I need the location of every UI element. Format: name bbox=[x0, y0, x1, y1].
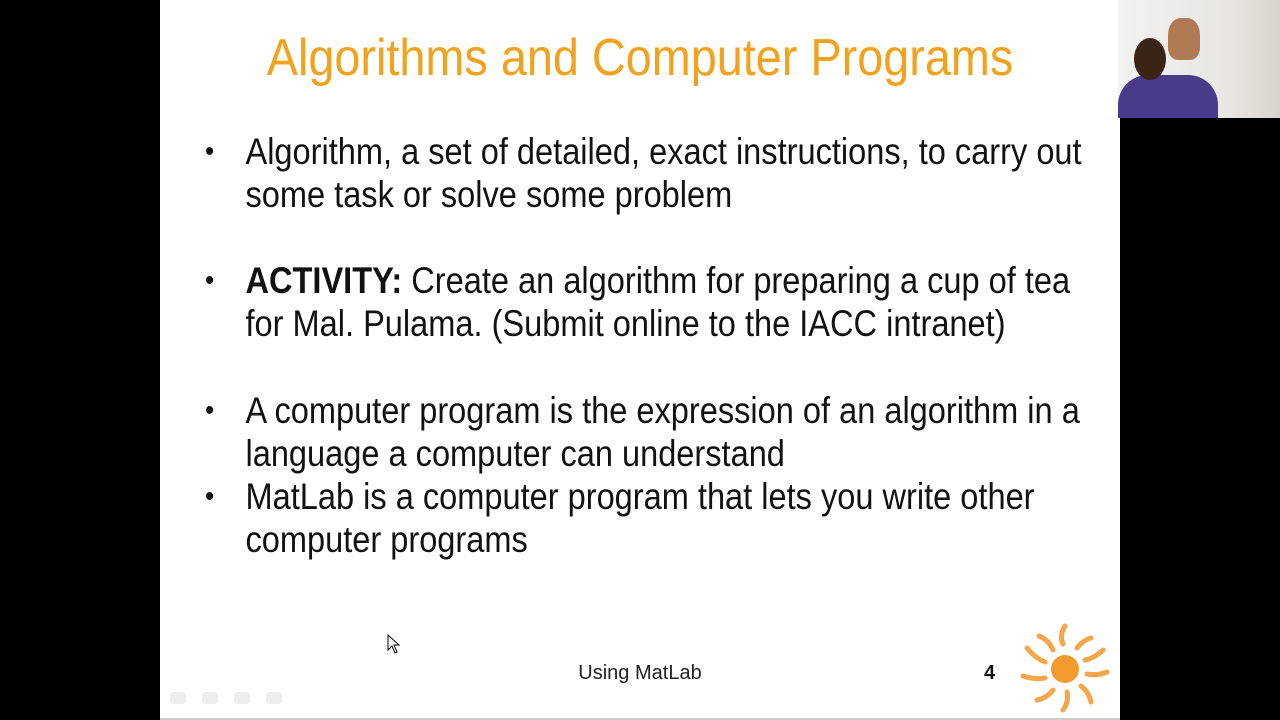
bullet-item bbox=[205, 475, 1085, 561]
bullet-item bbox=[205, 259, 1085, 345]
bullet-dot: • bbox=[205, 480, 215, 513]
bullet-text: A computer program is the expression of an algorithm in a language a computer can understand bbox=[245, 390, 1080, 474]
bullet-text: MatLab is a computer program that lets you write other computer programs bbox=[245, 476, 1035, 560]
bullet-dot: • bbox=[205, 394, 215, 427]
next-slide-icon[interactable] bbox=[266, 692, 282, 704]
bullet-bold-label: ACTIVITY: bbox=[245, 260, 403, 301]
slide-nav-controls bbox=[170, 692, 282, 704]
presenter-body bbox=[1118, 75, 1218, 118]
presenter-head bbox=[1134, 38, 1166, 80]
pen-icon[interactable] bbox=[202, 692, 218, 704]
slide-footer: Using MatLab bbox=[578, 662, 702, 684]
previous-slide-icon[interactable] bbox=[170, 692, 186, 704]
mouse-cursor-icon bbox=[387, 634, 401, 654]
bullet-dot: • bbox=[205, 135, 215, 168]
bullet-text: Create an algorithm for preparing a cup of tea for Mal. Pulama. (Submit online to the IACC intranet) bbox=[245, 260, 1071, 344]
presenter-hand bbox=[1168, 18, 1200, 60]
bullet-dot: • bbox=[205, 264, 215, 297]
bullet-list bbox=[205, 130, 1085, 561]
slide-title: Algorithms and Computer Programs bbox=[266, 29, 1014, 87]
sun-logo-icon bbox=[1015, 622, 1115, 714]
presentation-slide bbox=[160, 0, 1120, 720]
bullet-text: Algorithm, a set of detailed, exact instructions, to carry out some task or solve some problem bbox=[245, 131, 1082, 215]
menu-icon[interactable] bbox=[234, 692, 250, 704]
bullet-item bbox=[205, 130, 1085, 216]
webcam-overlay bbox=[1118, 0, 1280, 118]
bullet-item bbox=[205, 389, 1085, 475]
page-number: 4 bbox=[984, 662, 996, 684]
